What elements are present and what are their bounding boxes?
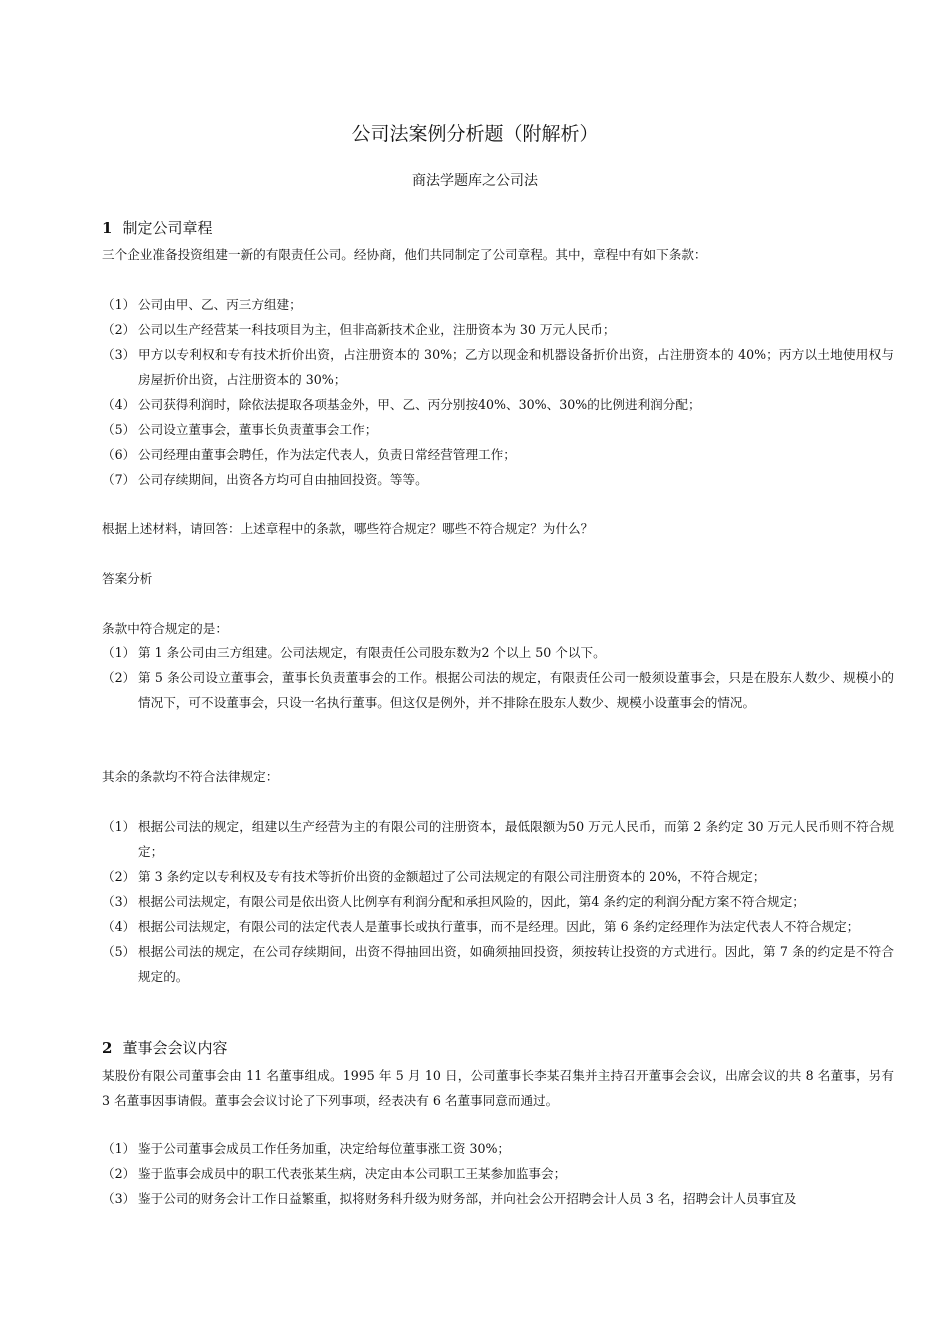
list-item — [102, 864, 894, 889]
section-number: 2 — [102, 1039, 113, 1057]
list-item-text: 公司存续期间，出资各方均可自由抽回投资。等等。 — [138, 472, 428, 487]
list-item-text: 第 5 条公司设立董事会，董事长负责董事会的工作。根据公司法的规定，有限责任公司一般须设董事会，只是在股东人数少、规模小的情况下，可不设董事会，只设一名执行董事。但这仅是例外，并不排除在股东人数少、规模小设董事会的情况。 — [138, 670, 894, 710]
list-item-text: 根据公司法规定，有限公司是依出资人比例享有利润分配和承担风险的，因此，第4 条约定的利润分配方案不符合规定； — [138, 894, 805, 909]
list-marker: （1） — [102, 1141, 136, 1156]
list-item-text: 公司经理由董事会聘任，作为法定代表人，负责日常经营管理工作； — [138, 447, 516, 462]
list-marker: （1） — [102, 819, 136, 834]
list-marker: （5） — [102, 944, 136, 959]
list-item — [102, 889, 894, 914]
list-marker: （5） — [102, 422, 136, 437]
list-item-text: 根据公司法规定，有限公司的法定代表人是董事长或执行董事，而不是经理。因此，第 6 条约定经理作为法定代表人不符合规定； — [138, 919, 860, 934]
section-1-intro: 三个企业准备投资组建一新的有限责任公司。经协商，他们共同制定了公司章程。其中，章程中有如下条款： — [102, 247, 707, 262]
list-item — [102, 914, 894, 939]
section-title: 制定公司章程 — [122, 219, 213, 237]
list-marker: （3） — [102, 347, 136, 362]
answer-label: 答案分析 — [102, 571, 153, 586]
list-marker: （3） — [102, 894, 136, 909]
list-item — [102, 342, 894, 392]
list-item — [102, 317, 894, 342]
clause-list — [102, 292, 894, 492]
list-item-text: 第 1 条公司由三方组建。公司法规定，有限责任公司股东数为2 个以上 50 个以下。 — [138, 645, 606, 660]
section-title: 董事会会议内容 — [122, 1039, 228, 1057]
list-item-text: 公司获得利润时，除依法提取各项基金外，甲、乙、丙分别按40%、30%、30%的比例进利润分配； — [138, 397, 701, 412]
list-item — [102, 292, 894, 317]
page-title: 公司法案例分析题（附解析） — [351, 123, 599, 145]
list-marker: （4） — [102, 919, 136, 934]
list-item-text: 鉴于公司的财务会计工作日益繁重，拟将财务科升级为财务部，并向社会公开招聘会计人员 3 名，招聘会计人员事宜及 — [138, 1191, 797, 1206]
list-marker: （3） — [102, 1191, 136, 1206]
list-item — [102, 814, 894, 864]
list-item-text: 鉴于监事会成员中的职工代表张某生病，决定由本公司职工王某参加监事会； — [138, 1166, 567, 1181]
list-item-text: 公司设立董事会，董事长负责董事会工作； — [138, 422, 378, 437]
section-number: 1 — [102, 219, 113, 237]
list-item-text: 公司由甲、乙、丙三方组建； — [138, 297, 302, 312]
list-item-text: 甲方以专利权和专有技术折价出资，占注册资本的 30%；乙方以现金和机器设备折价出资，占注册资本的 40%；丙方以土地使用权与房屋折价出资，占注册资本的 30%； — [138, 347, 894, 387]
list-item — [102, 392, 894, 417]
list-item — [102, 1136, 894, 1161]
section-2-heading — [102, 1036, 227, 1060]
list-marker: （2） — [102, 670, 136, 685]
list-marker: （2） — [102, 1166, 136, 1181]
list-marker: （2） — [102, 869, 136, 884]
list-item — [102, 640, 894, 665]
list-marker: （4） — [102, 397, 136, 412]
list-marker: （1） — [102, 297, 136, 312]
page-subtitle: 商法学题库之公司法 — [412, 173, 538, 189]
section-2-intro: 某股份有限公司董事会由 11 名董事组成。1995 年 5 月 10 日，公司董事长李某召集并主持召开董事会会议，出席会议的共 8 名董事，另有 3 名董事因事请假。董事会会议讨论了下列事项，经表决有 6 名董事同意而通过。 — [102, 1068, 894, 1108]
list-item — [102, 1161, 894, 1186]
list-item — [102, 939, 894, 989]
list-item — [102, 467, 894, 492]
list-marker: （1） — [102, 645, 136, 660]
noncompliant-list — [102, 814, 894, 989]
list-marker: （6） — [102, 447, 136, 462]
meeting-items-list — [102, 1136, 894, 1211]
list-item — [102, 665, 894, 715]
list-item — [102, 1186, 894, 1211]
section-1-heading — [102, 216, 212, 240]
question-text: 根据上述材料，请回答：上述章程中的条款，哪些符合规定？哪些不符合规定？为什么？ — [102, 521, 594, 536]
list-item-text: 公司以生产经营某一科技项目为主，但非高新技术企业，注册资本为 30 万元人民币； — [138, 322, 616, 337]
list-item-text: 根据公司法的规定，组建以生产经营为主的有限公司的注册资本，最低限额为50 万元人民币，而第 2 条约定 30 万元人民币则不符合规定； — [138, 819, 894, 859]
list-item-text: 根据公司法的规定，在公司存续期间，出资不得抽回出资，如确须抽回投资，须按转让投资的方式进行。因此，第 7 条的约定是不符合规定的。 — [138, 944, 894, 984]
noncompliant-label: 其余的条款均不符合法律规定： — [102, 769, 279, 784]
compliant-list — [102, 640, 894, 715]
list-marker: （2） — [102, 322, 136, 337]
compliant-label: 条款中符合规定的是： — [102, 621, 228, 636]
list-item — [102, 442, 894, 467]
list-item-text: 鉴于公司董事会成员工作任务加重，决定给每位董事涨工资 30%； — [138, 1141, 511, 1156]
list-item — [102, 417, 894, 442]
list-marker: （7） — [102, 472, 136, 487]
list-item-text: 第 3 条约定以专利权及专有技术等折价出资的金额超过了公司法规定的有限公司注册资本的 20%，不符合规定； — [138, 869, 766, 884]
